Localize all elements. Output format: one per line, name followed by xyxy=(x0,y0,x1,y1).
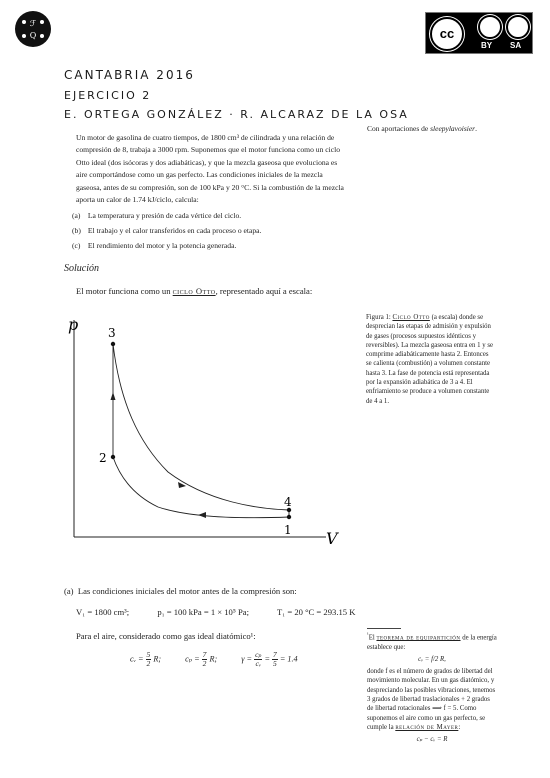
question-c xyxy=(72,238,261,253)
authors: E. ORTEGA GONZÁLEZ · R. ALCARAZ DE LA OSA xyxy=(64,108,409,121)
solution-heading: Solución xyxy=(64,263,99,274)
initial-conditions xyxy=(76,607,381,617)
by-label: BY xyxy=(481,41,493,50)
air-assumption: Para el aire, considerado como gas ideal diatómico¹: xyxy=(76,631,256,641)
frac-num: 7 xyxy=(273,650,277,659)
vertex-3 xyxy=(111,342,115,346)
contributions-note xyxy=(367,124,477,133)
figure-caption xyxy=(366,313,494,406)
cc-license-badge xyxy=(425,12,533,54)
logo-icon xyxy=(14,10,52,48)
heat-capacity-equations xyxy=(130,651,320,668)
caption-text: (a escala) donde se desprecian las etapas de admisión y expulsión de gases (procesos supuestos idénticos y reversibles). La mezcla gaseosa entra en 1 y se comprime adiabáticamente hasta 2. Entonces se calienta (combustión) a volumen constante hasta 3. La fase de potencia está representada por la expansión adiabática de 3 a 4. El enfriamiento se produce a volumen constante de 4 a 1. xyxy=(366,314,494,405)
contrib-name: sleepylavoisier xyxy=(430,124,476,133)
cv-equation xyxy=(130,651,161,668)
part-a-text: Las condiciones iniciales del motor antes de la compresión son: xyxy=(77,586,297,596)
question-text: El trabajo y el calor transferidos en cada proceso o etapa. xyxy=(87,226,262,235)
gamma-mid: = xyxy=(264,654,270,664)
frac-num: 7 xyxy=(202,650,207,659)
cp-fraction xyxy=(202,651,208,668)
caption-pre: Figura 1: xyxy=(366,314,393,321)
gamma-equation xyxy=(241,651,297,668)
frac-den: 5 xyxy=(273,659,277,668)
caption-otto-link[interactable]: Ciclo Otto xyxy=(392,314,430,321)
question-text: La temperatura y presión de cada vértice del ciclo. xyxy=(87,211,242,220)
footnote-divider xyxy=(367,628,401,629)
scale-pre: El motor funciona como un xyxy=(76,286,173,296)
problem-statement: Un motor de gasolina de cuatro tiempos, de 1800 cm³ de cilindrada y una relación de compresión de 8, trabaja a 3000 rpm. Suponemos que el motor funciona como un ciclo Otto ideal (dos isócoras y dos adiabáticas), y que la mezcla gaseosa que evoluciona es aire comportándose como un gas perfecto. Las condiciones iniciales de la mezcla gaseosa, antes de su compresión, son de 100 kPa y 20 °C. Si la combustión de la mezcla aporta un calor de 1.74 kJ/ciclo, calcula: xyxy=(76,133,344,205)
frac-den: 2 xyxy=(202,659,207,668)
otto-cycle-diagram xyxy=(58,312,348,552)
cv-fraction xyxy=(146,651,152,668)
cp-rhs: R; xyxy=(209,654,218,664)
gamma-rhs: = 1.4 xyxy=(279,654,298,664)
by-icon xyxy=(478,15,502,39)
footnote-tail: : xyxy=(458,723,461,731)
p1-value: p₁ = 100 kPa = 1 × 10⁵ Pa; xyxy=(157,607,249,617)
cv-lhs: cᵥ = xyxy=(130,654,144,664)
sa-icon xyxy=(506,15,530,39)
exercise-title: EJERCICIO 2 xyxy=(64,89,152,102)
footnote-intro xyxy=(367,631,497,652)
arrow-up-icon xyxy=(111,392,116,400)
frac-den: cᵥ xyxy=(255,659,261,668)
p-axis-label: p xyxy=(68,315,79,334)
question-a xyxy=(72,208,261,223)
footnote-body xyxy=(367,667,497,732)
vertex-1 xyxy=(287,515,291,519)
vertex-label-1: 1 xyxy=(284,523,292,537)
question-label: (a) xyxy=(72,211,81,220)
footnote-mark: ¹ xyxy=(367,632,369,638)
part-a-label: (a) xyxy=(64,586,74,596)
doc-title: CANTABRIA 2016 xyxy=(64,68,195,82)
footnote-equation-1: cᵥ = f/2 R, xyxy=(418,655,446,663)
question-text: El rendimiento del motor y la potencia generada. xyxy=(87,241,237,250)
footnote-pre: El xyxy=(368,634,377,642)
equipartition-link[interactable]: teorema de equipartición xyxy=(376,634,461,642)
vertex-2 xyxy=(111,455,115,459)
vertex-label-4: 4 xyxy=(284,495,292,509)
vertex-label-3: 3 xyxy=(108,326,116,340)
gamma-fraction-2 xyxy=(272,651,278,668)
cc-icon: cc xyxy=(430,17,464,51)
frac-num: cₚ xyxy=(255,650,262,659)
cp-lhs: cₚ = xyxy=(185,654,200,664)
mayer-link[interactable]: relación de Mayer xyxy=(395,723,459,731)
question-label: (c) xyxy=(72,241,81,250)
frac-den: 2 xyxy=(146,659,151,668)
footnote xyxy=(367,631,497,748)
sa-label: SA xyxy=(510,41,522,50)
gamma-fraction-1 xyxy=(254,651,262,668)
adiabat-1-2 xyxy=(113,457,289,518)
svg-text:Q: Q xyxy=(29,31,37,40)
adiabat-3-4 xyxy=(113,344,289,510)
scale-sentence xyxy=(76,286,312,296)
frac-num: 5 xyxy=(146,650,151,659)
cp-equation xyxy=(185,651,217,668)
svg-text:ℱ: ℱ xyxy=(29,19,37,28)
contrib-prefix: Con aportaciones de xyxy=(367,124,431,133)
otto-cycle-link[interactable]: ciclo Otto xyxy=(172,286,216,296)
question-list xyxy=(72,208,261,253)
contrib-suffix: . xyxy=(475,124,477,133)
footnote-post: de la energía establece que: xyxy=(367,634,497,651)
t1-value: T₁ = 20 °C = 293.15 K xyxy=(276,607,356,617)
scale-post: , representado aquí a escala: xyxy=(215,286,313,296)
v1-value: V₁ = 1800 cm³; xyxy=(76,607,130,617)
vertex-label-2: 2 xyxy=(99,451,107,465)
gamma-lhs: γ = xyxy=(241,654,253,664)
footnote-body-text: donde f es el número de grados de libertad del movimiento molecular. En un gas diatómico, y despreciando las posibles vibraciones, tenemos 3 grados de libertad traslacionales + 2 grados de libertad rotacionales ⟹ f = 5. Como suponemos el aire como un gas perfecto, se cumple la xyxy=(367,668,496,731)
footnote-equation-2: cₚ − cᵥ = R xyxy=(416,736,448,744)
v-axis-label: V xyxy=(326,529,338,548)
question-b xyxy=(72,223,261,238)
question-label: (b) xyxy=(72,226,81,235)
arrow-left-icon xyxy=(198,512,206,518)
part-a-heading xyxy=(64,586,297,596)
cv-rhs: R; xyxy=(153,654,162,664)
